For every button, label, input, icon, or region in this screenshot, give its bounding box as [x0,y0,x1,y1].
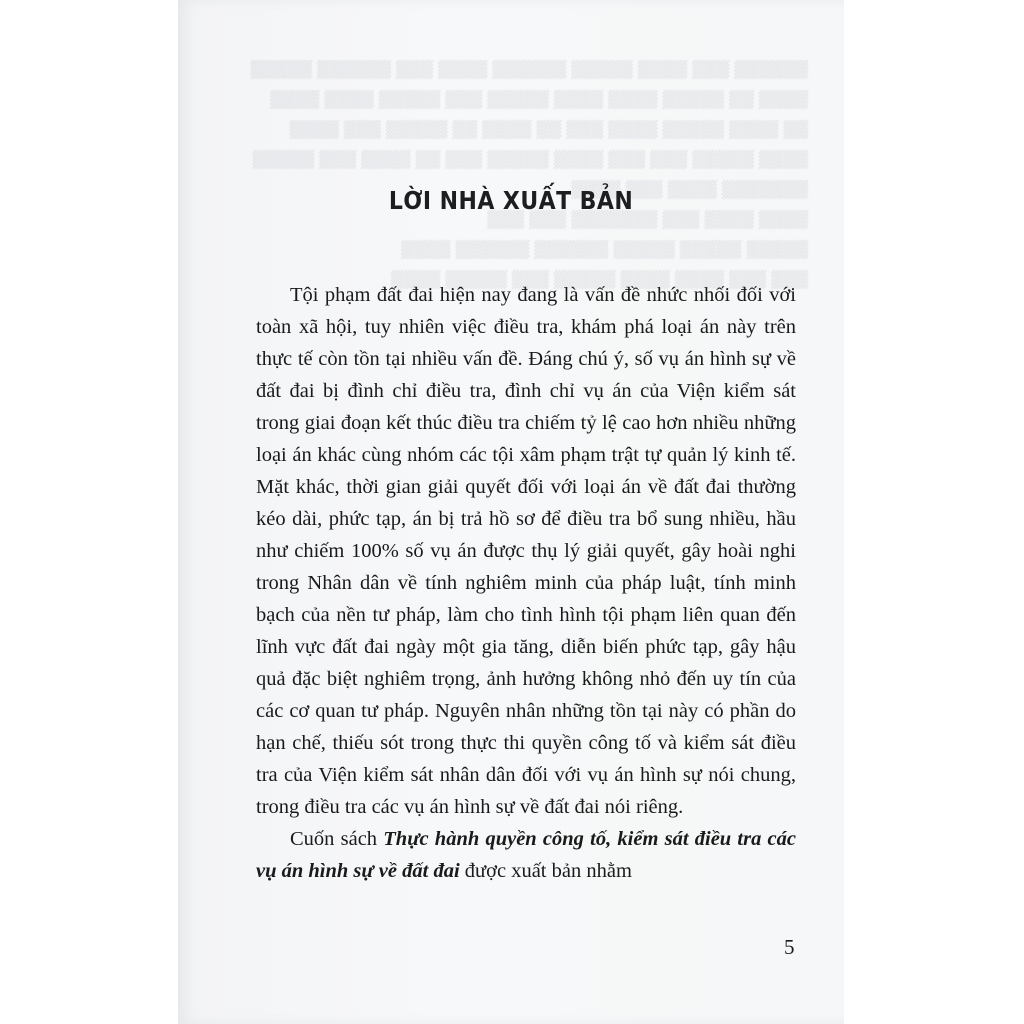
book-title: Thực hành quyền công tố, kiểm sát điều tra các vụ án hình sự về đất đai [256,828,796,882]
page-heading: LỜI NHÀ XUẤT BẢN [388,186,634,215]
body-text [256,279,796,887]
book-page [178,0,844,1024]
show-through-text: ▒▒▒▒▒▒ ▒▒▒ ▒▒▒▒ ▒▒▒▒▒ ▒▒▒▒▒▒ ▒▒▒▒ ▒▒▒ ▒▒▒▒▒▒ ▒▒▒▒▒ ▒▒▒▒ ▒▒ ▒▒▒▒▒ ▒▒▒▒ ▒▒▒▒ ▒▒▒▒▒ ▒▒▒ ▒▒▒▒▒ ▒▒▒▒ ▒▒▒▒ ▒▒ ▒▒▒▒ ▒▒▒▒▒ ▒▒▒▒ ▒▒▒ ▒▒ ▒▒▒▒ ▒▒ ▒▒▒▒▒ ▒▒▒ ▒▒▒▒ ▒▒▒▒ ▒▒▒▒▒ ▒▒▒ ▒▒▒ ▒▒▒▒ ▒▒▒▒▒ ▒▒▒ ▒▒ ▒▒▒▒ ▒▒▒ ▒▒▒▒▒ ▒▒▒▒▒▒▒ ▒▒▒▒ ▒▒▒ ▒▒▒▒ ▒▒▒▒ ▒▒▒▒ ▒▒▒ ▒▒▒▒▒▒▒ ▒▒▒ ▒▒▒ ▒▒▒▒▒ ▒▒▒▒▒ ▒▒▒▒▒ ▒▒▒▒▒▒ ▒▒▒▒▒▒ ▒▒▒▒ ▒▒▒ ▒▒▒ ▒▒▒▒ ▒▒▒▒ ▒▒▒▒▒ ▒▒▒ ▒▒▒▒▒ ▒▒▒▒ [250,60,808,289]
paragraph-1: Tội phạm đất đai hiện nay đang là vấn đề nhức nhối đối với toàn xã hội, tuy nhiên việc điều tra, khám phá loại án này trên thực tế còn tồn tại nhiều vấn đề. Đáng chú ý, số vụ án hình sự về đất đai bị đình chỉ điều tra, đình chỉ vụ án của Viện kiểm sát trong giai đoạn kết thúc điều tra chiếm tỷ lệ cao hơn nhiều những loại án khác cùng nhóm các tội xâm phạm trật tự quản lý kinh tế. Mặt khác, thời gian giải quyết đối với loại án về đất đai thường kéo dài, phức tạp, án bị trả hồ sơ để điều tra bổ sung nhiều, hầu như chiếm 100% số vụ án được thụ lý giải quyết, gây hoài nghi trong Nhân dân về tính nghiêm minh của pháp luật, tính minh bạch của nền tư pháp, làm cho tình hình tội phạm liên quan đến lĩnh vực đất đai ngày một gia tăng, diễn biến phức tạp, gây hậu quả đặc biệt nghiêm trọng, ảnh hưởng không nhỏ đến uy tín của các cơ quan tư pháp. Nguyên nhân những tồn tại này có phần do hạn chế, thiếu sót trong thực thi quyền công tố và kiểm sát điều tra của Viện kiểm sát nhân dân đối với vụ án hình sự nói chung, trong điều tra các vụ án hình sự về đất đai nói riêng. [256,284,796,818]
paragraph-2 [256,823,796,887]
page-number: 5 [784,935,795,959]
paragraph-2-intro: Cuốn sách [290,828,384,850]
paragraph-2-continuation: được xuất bản nhằm [459,860,632,882]
